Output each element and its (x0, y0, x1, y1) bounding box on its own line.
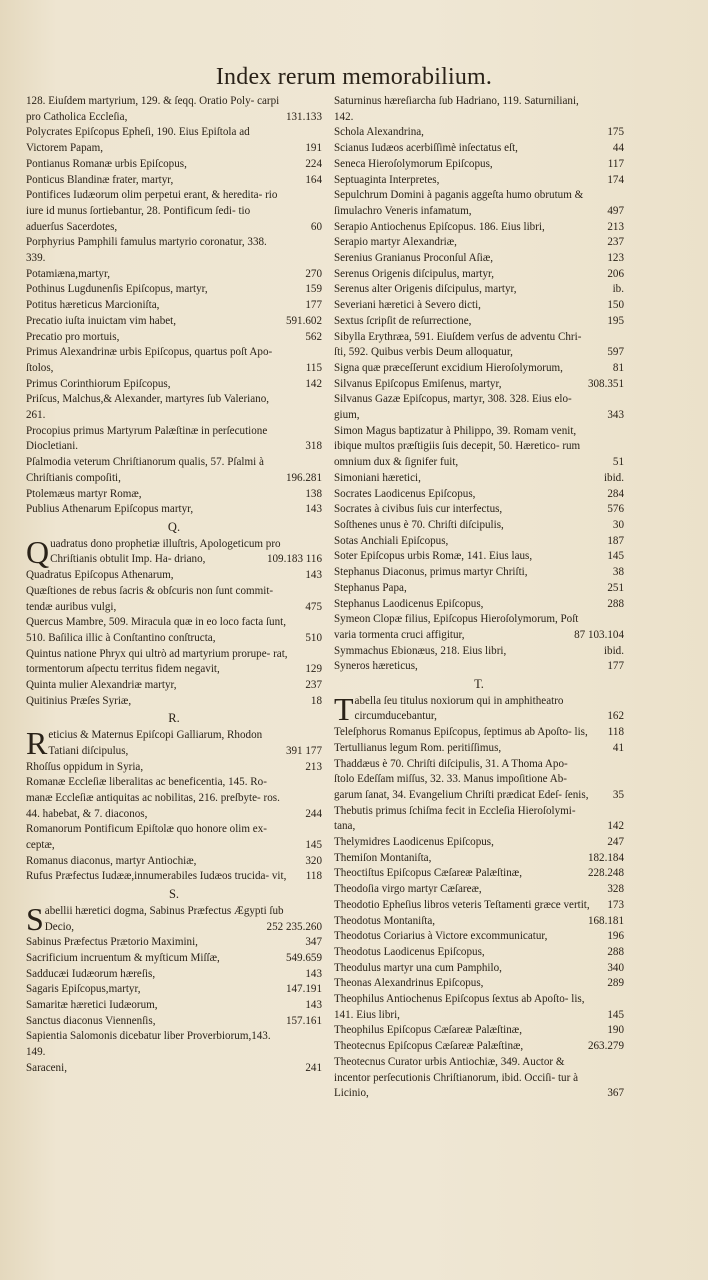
page-reference: 143 (305, 503, 322, 516)
page-reference: 224 (305, 157, 322, 170)
entry-text: Theodotio Epheſius libros veteris Teſtamenti græce vertit, (334, 898, 590, 911)
entry-text: Stephanus Laodicenus Epiſcopus, (334, 597, 484, 610)
page-reference: 475 (305, 600, 322, 613)
index-entry (334, 992, 624, 1023)
page-reference: 168.181 (587, 914, 624, 927)
entry-text: Theophilus Antiochenus Epiſcopus ſextus ab Apoſto- lis, 141. Eius libri, (334, 993, 585, 1021)
page-reference: 549.659 (285, 951, 322, 964)
index-entry (26, 1061, 322, 1077)
entry-text: eticius & Maternus Epiſcopi Galliarum, Rhodon Tatiani diſcipulus, (48, 729, 263, 757)
entry-text: Symeon Clopæ filius, Epiſcopus Hieroſolymorum, Poſt varia tormenta cruci affigitur, (334, 613, 579, 641)
index-entry (334, 725, 624, 741)
index-entry (26, 615, 322, 646)
page-reference: 142 (607, 820, 624, 833)
page-reference: 191 (305, 142, 322, 155)
page-reference: 129 (305, 663, 322, 676)
entry-text: Theoctiſtus Epiſcopus Cæſareæ Palæſtinæ, (334, 867, 522, 880)
page-reference: 142 (305, 377, 322, 390)
page-reference: 41 (612, 741, 624, 754)
page-reference: 289 (607, 977, 624, 990)
index-entry (334, 914, 624, 930)
index-entry (26, 157, 322, 173)
index-entry (334, 173, 624, 189)
index-entry (26, 392, 322, 423)
page-reference: 109.183 116 (266, 553, 322, 566)
entry-text: Sagaris Epiſcopus,martyr, (26, 983, 141, 996)
index-entry (334, 141, 624, 157)
index-entry (26, 125, 322, 156)
page-reference: 284 (607, 487, 624, 500)
entry-text: Simoniani hæretici, (334, 471, 421, 484)
index-entry (26, 282, 322, 298)
page-reference: 318 (305, 440, 322, 453)
entry-text: Theodotus Laodicenus Epiſcopus, (334, 945, 485, 958)
index-entry (26, 345, 322, 376)
entry-text: Quercus Mambre, 509. Miracula quæ in eo loco facta ſunt, 510. Baſilica illic à Conſtantino conſtructa, (26, 616, 287, 644)
entry-text: abella ſeu titulus noxiorum qui in amphitheatro circumducebantur, (354, 694, 564, 723)
page-reference: 145 (305, 839, 322, 852)
entry-text: Theodotus Coriarius à Victore excommunicatur, (334, 930, 548, 943)
page-reference: 147.191 (285, 983, 322, 996)
index-entry (334, 188, 624, 219)
entry-text: Theodotus Montaniſta, (334, 914, 436, 927)
index-entry (26, 1014, 322, 1030)
entry-text: Theotecnus Epiſcopus Cæſareæ Palæſtinæ, (334, 1040, 524, 1053)
entry-text: Romanorum Pontificum Epiſtolæ quo honore olim ex- ceptæ, (26, 823, 267, 852)
page-reference: 187 (607, 534, 624, 547)
page-reference: 118 (305, 870, 322, 883)
entry-text: Themiſon Montaniſta, (334, 851, 432, 864)
index-entry (334, 235, 624, 251)
entry-text: Sacrificium incruentum & myſticum Miſſæ, (26, 951, 220, 964)
index-entry (334, 534, 624, 550)
index-entry (26, 267, 322, 283)
page-reference: 228.248 (587, 867, 624, 880)
entry-text: Saturninus hæreſiarcha ſub Hadriano, 119. Saturniliani, 142. (334, 95, 579, 123)
index-entry (26, 502, 322, 518)
page-reference: ibid. (603, 471, 624, 484)
index-entry (334, 961, 624, 977)
page-reference: 115 (305, 361, 322, 374)
index-entry (334, 1023, 624, 1039)
entry-text: Samaritæ hæretici Iudæorum, (26, 999, 158, 1012)
entry-text: Quadratus Epiſcopus Athenarum, (26, 569, 174, 582)
page-reference: 145 (607, 550, 624, 563)
section-letter: R. (168, 711, 180, 726)
entry-text: Potamiæna,martyr, (26, 267, 110, 280)
page-reference: 175 (607, 126, 624, 139)
index-entry (334, 741, 624, 757)
page-reference: ib. (612, 283, 624, 296)
section-letter: Q. (167, 519, 181, 534)
index-entry (26, 725, 322, 762)
index-entry (334, 424, 624, 471)
index-entry (334, 851, 624, 867)
drop-cap: Q (26, 533, 50, 570)
index-entry (334, 659, 624, 675)
page-reference: 38 (612, 566, 624, 579)
entry-text: Procopius primus Martyrum Palæſtinæ in perſecutione Diocletiani. (26, 424, 268, 453)
drop-cap: R (26, 725, 48, 762)
entry-text: Soter Epiſcopus urbis Romæ, 141. Eius laus, (334, 550, 533, 563)
page-reference: 143 (305, 999, 322, 1012)
index-entry (334, 945, 624, 961)
index-entry (334, 690, 624, 727)
index-entry (26, 94, 322, 125)
index-entry (334, 94, 624, 125)
entry-text: Serenius Granianus Proconſul Aſiæ, (334, 252, 493, 265)
page-reference: 288 (607, 945, 624, 958)
entry-text: Stephanus Diaconus, primus martyr Chriſti, (334, 566, 528, 579)
index-entry (26, 188, 322, 235)
page-reference: 118 (607, 726, 624, 739)
entry-text: Primus Alexandrinæ urbis Epiſcopus, quartus poſt Apo- ſtolos, (26, 346, 273, 374)
index-entry (334, 644, 624, 660)
page-reference: 213 (607, 220, 624, 233)
page-reference: 510 (305, 631, 322, 644)
index-entry (26, 869, 322, 885)
index-entry (26, 678, 322, 694)
entry-text: Serenus Origenis diſcipulus, martyr, (334, 267, 495, 280)
page-reference: 251 (607, 581, 624, 594)
page-reference: 244 (305, 807, 322, 820)
index-entry (334, 220, 624, 236)
page-reference: 177 (607, 660, 624, 673)
entry-text: Socrates Laodicenus Epiſcopus, (334, 487, 476, 500)
index-entry (334, 882, 624, 898)
index-entry (26, 330, 322, 346)
page-reference: 18 (310, 694, 322, 707)
entry-text: Theotecnus Curator urbis Antiochiæ, 349. Auctor & incentor perſecutionis Chriſtianorum, ibid. Occiſi- tur à Licinio, (334, 1055, 578, 1100)
entry-text: Tertullianus legum Rom. peritiſſimus, (334, 741, 502, 754)
entry-text: Saraceni, (26, 1061, 67, 1074)
entry-text: Potitus hæreticus Marcioniſta, (26, 299, 160, 312)
entry-text: Theophilus Epiſcopus Cæſareæ Palæſtinæ, (334, 1024, 522, 1037)
page-reference: 138 (305, 487, 322, 500)
entry-text: Theonas Alexandrinus Epiſcopus, (334, 977, 484, 990)
index-entry (334, 125, 624, 141)
drop-cap: T (334, 690, 354, 727)
index-entry (26, 424, 322, 455)
entry-text: Silvanus Gazæ Epiſcopus, martyr, 308. 328. Eius elo- gium, (334, 393, 572, 422)
entry-text: Syneros hæreticus, (334, 660, 418, 673)
page-reference: 576 (607, 503, 624, 516)
page-reference: 213 (305, 760, 322, 773)
entry-text: Socrates à civibus ſuis cur interfectus, (334, 503, 503, 516)
page-title: Index rerum memorabilium. (215, 64, 493, 90)
index-entry (334, 298, 624, 314)
index-entry (334, 929, 624, 945)
entry-text: Romanæ Eccleſiæ liberalitas ac beneficentia, 145. Ro- manæ Eccleſiæ antiquitas ac nobilitas, 216. preſbyte- ros. 44. habebat, & 7. diaconos, (26, 776, 280, 820)
index-entry (334, 612, 624, 643)
page-reference: 51 (612, 456, 624, 469)
entry-text: Romanus diaconus, martyr Antiochiæ, (26, 854, 197, 867)
page-reference: 367 (607, 1087, 624, 1100)
page-reference: 177 (305, 299, 322, 312)
page-reference: 195 (607, 314, 624, 327)
index-entry (334, 976, 624, 992)
entry-text: Ptolemæus martyr Romæ, (26, 487, 142, 500)
page-reference: 320 (305, 854, 322, 867)
page-reference: 237 (305, 679, 322, 692)
page-reference: 263.279 (587, 1040, 624, 1053)
page-reference: 190 (607, 1024, 624, 1037)
page-reference: 288 (607, 597, 624, 610)
entry-text: Pontifices Iudæorum olim perpetui erant, & heredita- rio iure id munus ſortiebantur, 28. Pontificum ſedi- tio aduerſus Sacerdotes, (26, 189, 278, 233)
section-letter: S. (168, 887, 180, 902)
index-entry (26, 235, 322, 266)
index-entry (26, 173, 322, 189)
entry-text: Stephanus Papa, (334, 581, 407, 594)
page-reference: 237 (607, 236, 624, 249)
index-entry (26, 533, 322, 570)
entry-text: Rhoſſus oppidum in Syria, (26, 760, 144, 773)
page-reference: 391 177 (285, 744, 322, 757)
index-entry (334, 361, 624, 377)
index-column-right (334, 94, 624, 1102)
page-reference: 247 (607, 836, 624, 849)
page-reference: 157.161 (285, 1014, 322, 1027)
index-entry (26, 647, 322, 678)
entry-text: Quitinius Præſes Syriæ, (26, 694, 132, 707)
page-reference: 35 (612, 788, 624, 801)
entry-text: Publius Athenarum Epiſcopus martyr, (26, 503, 194, 516)
index-entry (334, 1039, 624, 1055)
page-reference: 173 (607, 898, 624, 911)
entry-text: Theodoſia virgo martyr Cæſareæ, (334, 883, 482, 896)
page-reference: 81 (612, 361, 624, 374)
page-reference: 497 (607, 204, 624, 217)
page-reference: ibid. (603, 644, 624, 657)
entry-text: Pontianus Romanæ urbis Epiſcopus, (26, 157, 187, 170)
index-entry (334, 314, 624, 330)
page-reference: 252 235.260 (266, 920, 322, 933)
entry-text: Precatio iuſta inuictam vim habet, (26, 314, 177, 327)
entry-text: Scianus Iudæos acerbiſſimè inſectatus eſt, (334, 142, 518, 155)
index-entry (334, 804, 624, 835)
page-reference: 270 (305, 267, 322, 280)
entry-text: Porphyrius Pamphili famulus martyrio coronatur, 338. 339. (26, 236, 267, 265)
entry-text: Polycrates Epiſcopus Epheſi, 190. Eius Epiſtola ad Victorem Papam, (26, 126, 250, 155)
page-reference: 164 (305, 173, 322, 186)
entry-text: Serenus alter Origenis diſcipulus, martyr, (334, 283, 517, 296)
page-reference: 159 (305, 283, 322, 296)
page-reference: 131.133 (285, 110, 322, 123)
index-entry (26, 951, 322, 967)
index-entry (26, 998, 322, 1014)
index-entry (26, 775, 322, 822)
index-entry (26, 314, 322, 330)
page-reference: 206 (607, 267, 624, 280)
index-entry (334, 835, 624, 851)
entry-text: Seneca Hieroſolymorum Epiſcopus, (334, 157, 493, 170)
page-reference: 143 (305, 569, 322, 582)
index-entry (334, 581, 624, 597)
entry-text: Signa quæ præceſſerunt excidium Hieroſolymorum, (334, 361, 563, 374)
entry-text: Thelymidres Laodicenus Epiſcopus, (334, 836, 494, 849)
page-reference: 174 (607, 173, 624, 186)
entry-text: Sapientia Salomonis dicebatur liber Proverbiorum,143. 149. (26, 1030, 271, 1059)
entry-text: Ponticus Blandinæ frater, martyr, (26, 173, 174, 186)
entry-text: Thebutis primus ſchiſma fecit in Eccleſia Hieroſolymi- tana, (334, 804, 576, 833)
entry-text: Sabinus Præfectus Prætorio Maximini, (26, 936, 198, 949)
page-reference: 44 (612, 142, 624, 155)
index-entry (26, 900, 322, 937)
index-entry (334, 487, 624, 503)
index-entry (334, 377, 624, 393)
entry-text: Septuaginta Interpretes, (334, 173, 440, 186)
index-column-left (26, 94, 322, 1077)
page-reference: 591.602 (285, 314, 322, 327)
index-entry (334, 866, 624, 882)
page-reference: 145 (607, 1008, 624, 1021)
page-reference: 143 (305, 967, 322, 980)
entry-text: abellii hæretici dogma, Sabinus Præfectus Ægypti ſub Decio, (44, 904, 284, 933)
entry-text: Symmachus Ebionæus, 218. Eius libri, (334, 644, 507, 657)
index-entry (334, 898, 624, 914)
index-entry (334, 757, 624, 804)
index-entry (334, 157, 624, 173)
index-entry (334, 471, 624, 487)
index-entry (334, 565, 624, 581)
page-reference: 241 (305, 1061, 322, 1074)
index-entry (26, 760, 322, 776)
entry-text: Sotas Anchiali Epiſcopus, (334, 534, 449, 547)
entry-text: Precatio pro mortuis, (26, 330, 120, 343)
page-reference: 123 (607, 252, 624, 265)
entry-text: Quintus natione Phryx qui ultrò ad martyrium prorupe- rat, tormentorum aſpectu territus fidem negavit, (26, 647, 288, 676)
entry-text: Priſcus, Malchus,& Alexander, martyres ſub Valeriano, 261. (26, 393, 270, 422)
entry-text: 128. Eiuſdem martyrium, 129. & ſeqq. Oratio Poly- carpi pro Catholica Eccleſia, (26, 95, 280, 123)
entry-text: Primus Corinthiorum Epiſcopus, (26, 377, 171, 390)
index-entry (334, 597, 624, 613)
index-entry (26, 822, 322, 853)
entry-text: Sextus ſcripſit de reſurrectione, (334, 314, 472, 327)
page-reference: 196.281 (285, 471, 322, 484)
page-reference: 562 (305, 330, 322, 343)
page-reference: 343 (607, 409, 624, 422)
entry-text: Rufus Præfectus Iudææ,innumerabiles Iudæos trucida- vit, (26, 870, 287, 883)
index-entry (26, 1029, 322, 1060)
page-reference: 117 (607, 157, 624, 170)
index-entry (26, 377, 322, 393)
entry-text: Severiani hæretici à Severo dicti, (334, 299, 481, 312)
index-entry (26, 455, 322, 486)
index-entry (334, 282, 624, 298)
page-reference: 87 103.104 (574, 628, 624, 641)
entry-text: Serapio martyr Alexandriæ, (334, 236, 457, 249)
index-entry (26, 584, 322, 615)
index-entry (334, 330, 624, 361)
entry-text: Teleſphorus Romanus Epiſcopus, ſeptimus ab Apoſto- lis, (334, 726, 588, 739)
drop-cap: S (26, 900, 44, 937)
index-entry (26, 854, 322, 870)
index-entry (334, 502, 624, 518)
index-entry (26, 487, 322, 503)
index-entry (334, 1055, 624, 1102)
entry-text: Sibylla Erythræa, 591. Eiuſdem verſus de adventu Chri- ſti, 592. Quibus verbis Deum alloquatur, (334, 330, 582, 359)
entry-text: Pothinus Lugdunenſis Epiſcopus, martyr, (26, 283, 208, 296)
entry-text: Sanctus diaconus Viennenſis, (26, 1014, 156, 1027)
entry-text: Pſalmodia veterum Chriſtianorum qualis, 57. Pſalmi à Chriſtianis compoſiti, (26, 456, 264, 484)
entry-text: Silvanus Epiſcopus Emiſenus, martyr, (334, 377, 502, 390)
index-entry (26, 967, 322, 983)
entry-text: Theodulus martyr una cum Pamphilo, (334, 961, 502, 974)
entry-text: Thaddæus è 70. Chriſti diſcipulis, 31. A Thoma Apo- ſtolo Edeſſam miſſus, 32. 33. Manus impoſitione Ab- garum ſanat, 34. Evangelium Chriſti prædicat Edeſ- ſenis, (334, 757, 589, 801)
index-entry (26, 982, 322, 998)
page-reference: 308.351 (587, 377, 624, 390)
page-reference: 597 (607, 346, 624, 359)
index-entry (334, 392, 624, 423)
section-letter: T. (474, 677, 484, 692)
page-reference: 347 (305, 936, 322, 949)
page-reference: 162 (607, 710, 624, 723)
index-entry (26, 568, 322, 584)
page-reference: 340 (607, 961, 624, 974)
index-entry (334, 251, 624, 267)
index-entry (334, 267, 624, 283)
page-reference: 150 (607, 299, 624, 312)
entry-text: Quinta mulier Alexandriæ martyr, (26, 679, 177, 692)
entry-text: Sepulchrum Domini à paganis aggeſta humo obrutum & ſimulachro Veneris infamatum, (334, 189, 584, 217)
page-reference: 60 (310, 220, 322, 233)
entry-text: Simon Magus baptizatur à Philippo, 39. Romam venit, ibique multos præſtigiis ſuis decepit, 50. Hæretico- rum omnium dux & ſignifer fuit, (334, 424, 581, 469)
page-reference: 30 (612, 518, 624, 531)
index-entry (26, 298, 322, 314)
entry-text: Soſthenes unus è 70. Chriſti diſcipulis, (334, 518, 504, 531)
page-reference: 182.184 (587, 851, 624, 864)
entry-text: Sadducæi Iudæorum hæreſis, (26, 967, 156, 980)
index-entry (26, 694, 322, 710)
page-reference: 196 (607, 930, 624, 943)
entry-text: uadratus dono prophetiæ illuſtris, Apologeticum pro Chriſtianis obtulit Imp. Ha- driano, (50, 537, 281, 566)
entry-text: Quæſtiones de rebus ſacris & obſcuris non ſunt commit- tendæ auribus vulgi, (26, 584, 274, 613)
index-entry (334, 549, 624, 565)
entry-text: Schola Alexandrina, (334, 126, 424, 139)
index-entry (26, 935, 322, 951)
index-entry (334, 518, 624, 534)
entry-text: Serapio Antiochenus Epiſcopus. 186. Eius libri, (334, 220, 545, 233)
page-reference: 328 (607, 883, 624, 896)
